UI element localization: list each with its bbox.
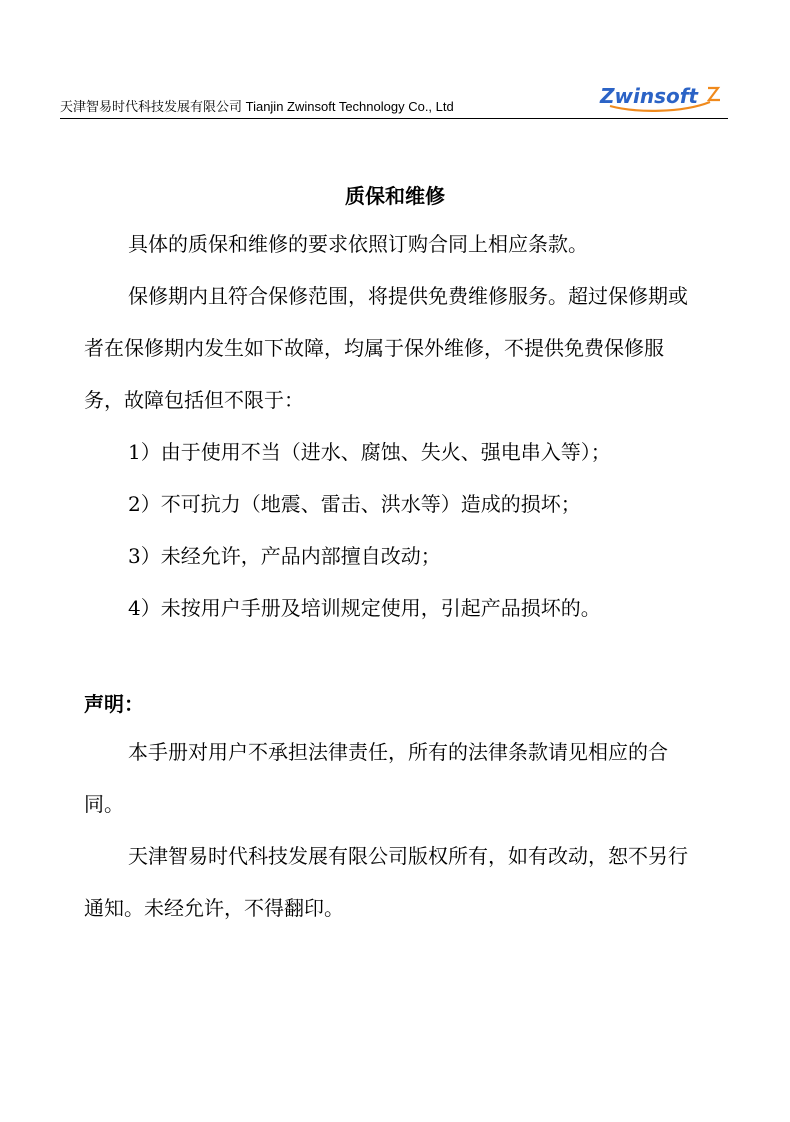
- warranty-item-1: 1）由于使用不当（进水、腐蚀、失火、强电串入等）；: [128, 440, 611, 464]
- logo-text: Zwinsoft: [600, 84, 698, 108]
- warranty-item-3: 3）未经允许，产品内部擅自改动；: [128, 544, 441, 568]
- statement-paragraph-2: 天津智易时代科技发展有限公司版权所有，如有改动，恕不另行通知。未经允许，不得翻印。: [84, 844, 688, 920]
- warranty-title: 质保和维修: [345, 184, 445, 208]
- header-company-text: 天津智易时代科技发展有限公司 Tianjin Zwinsoft Technology Co., Ltd: [60, 99, 454, 114]
- statement-heading: 声明：: [84, 692, 144, 716]
- statement-paragraph-1: 本手册对用户不承担法律责任，所有的法律条款请见相应的合同。: [84, 740, 668, 816]
- warranty-paragraph-1: 具体的质保和维修的要求依照订购合同上相应条款。: [128, 232, 588, 256]
- page-header: [60, 84, 728, 119]
- warranty-paragraph-2: 保修期内且符合保修范围，将提供免费维修服务。超过保修期或者在保修期内发生如下故障，均属于保外维修，不提供免费保修服务，故障包括但不限于：: [84, 284, 688, 412]
- warranty-item-2: 2）不可抗力（地震、雷击、洪水等）造成的损坏；: [128, 492, 581, 516]
- warranty-item-4: 4）未按用户手册及培训规定使用，引起产品损坏的。: [128, 596, 601, 620]
- zwinsoft-logo: [596, 82, 726, 114]
